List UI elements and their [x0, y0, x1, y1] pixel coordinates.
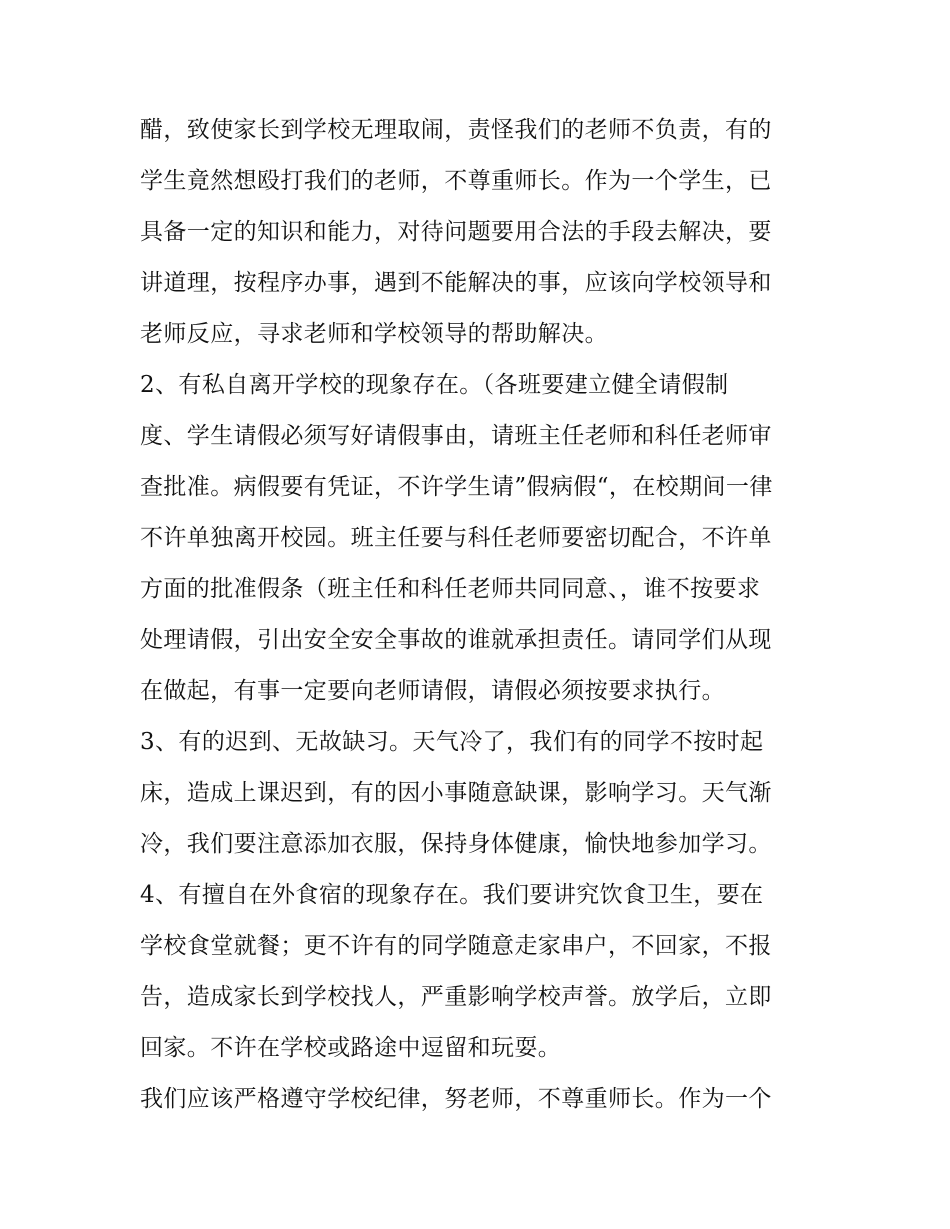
text-line: 醋，致使家长到学校无理取闹，责怪我们的老师不负责，有的 — [140, 117, 772, 143]
text-line: 床，造成上课迟到，有的因小事随意缺课，影响学习。天气渐 — [140, 780, 772, 806]
text-line: 冷，我们要注意添加衣服，保持身体健康，愉快地参加学习。 — [140, 831, 772, 857]
text-line: 讲道理，按程序办事，遇到不能解决的事，应该向学校领导和 — [140, 270, 772, 296]
text-line: 告，造成家长到学校找人，严重影响学校声誉。放学后，立即 — [140, 984, 772, 1010]
text-line: 学生竟然想殴打我们的老师，不尊重师长。作为一个学生，已 — [140, 168, 772, 194]
text-line: 处理请假，引出安全安全事故的谁就承担责任。请同学们从现 — [140, 627, 772, 653]
text-line: 老师反应，寻求老师和学校领导的帮助解决。 — [140, 321, 608, 347]
text-line: 度、学生请假必须写好请假事由，请班主任老师和科任老师审 — [140, 423, 772, 449]
text-line: 学校食堂就餐；更不许有的同学随意走家串户，不回家，不报 — [140, 933, 772, 959]
text-line: 2、有私自离开学校的现象存在。（各班要建立健全请假制 — [140, 372, 729, 398]
text-line: 3、有的迟到、无故缺习。天气冷了，我们有的同学不按时起 — [140, 729, 764, 755]
text-line: 4、有擅自在外食宿的现象存在。我们要讲究饮食卫生，要在 — [140, 882, 764, 908]
text-line: 回家。不许在学校或路途中逗留和玩耍。 — [140, 1035, 562, 1061]
text-line: 不许单独离开校园。班主任要与科任老师要密切配合，不许单 — [140, 525, 772, 551]
body-text — [140, 105, 820, 1125]
text-line: 具备一定的知识和能力，对待问题要用合法的手段去解决，要 — [140, 219, 772, 245]
text-line: 在做起，有事一定要向老师请假，请假必须按要求执行。 — [140, 678, 725, 704]
text-line: 方面的批准假条（班主任和科任老师共同同意、，谁不按要求 — [140, 576, 761, 602]
text-line: 我们应该严格遵守学校纪律，努老师，不尊重师长。作为一个 — [140, 1086, 772, 1112]
text-line: 查批准。病假要有凭证，不许学生请”假病假“，在校期间一律 — [140, 474, 773, 500]
